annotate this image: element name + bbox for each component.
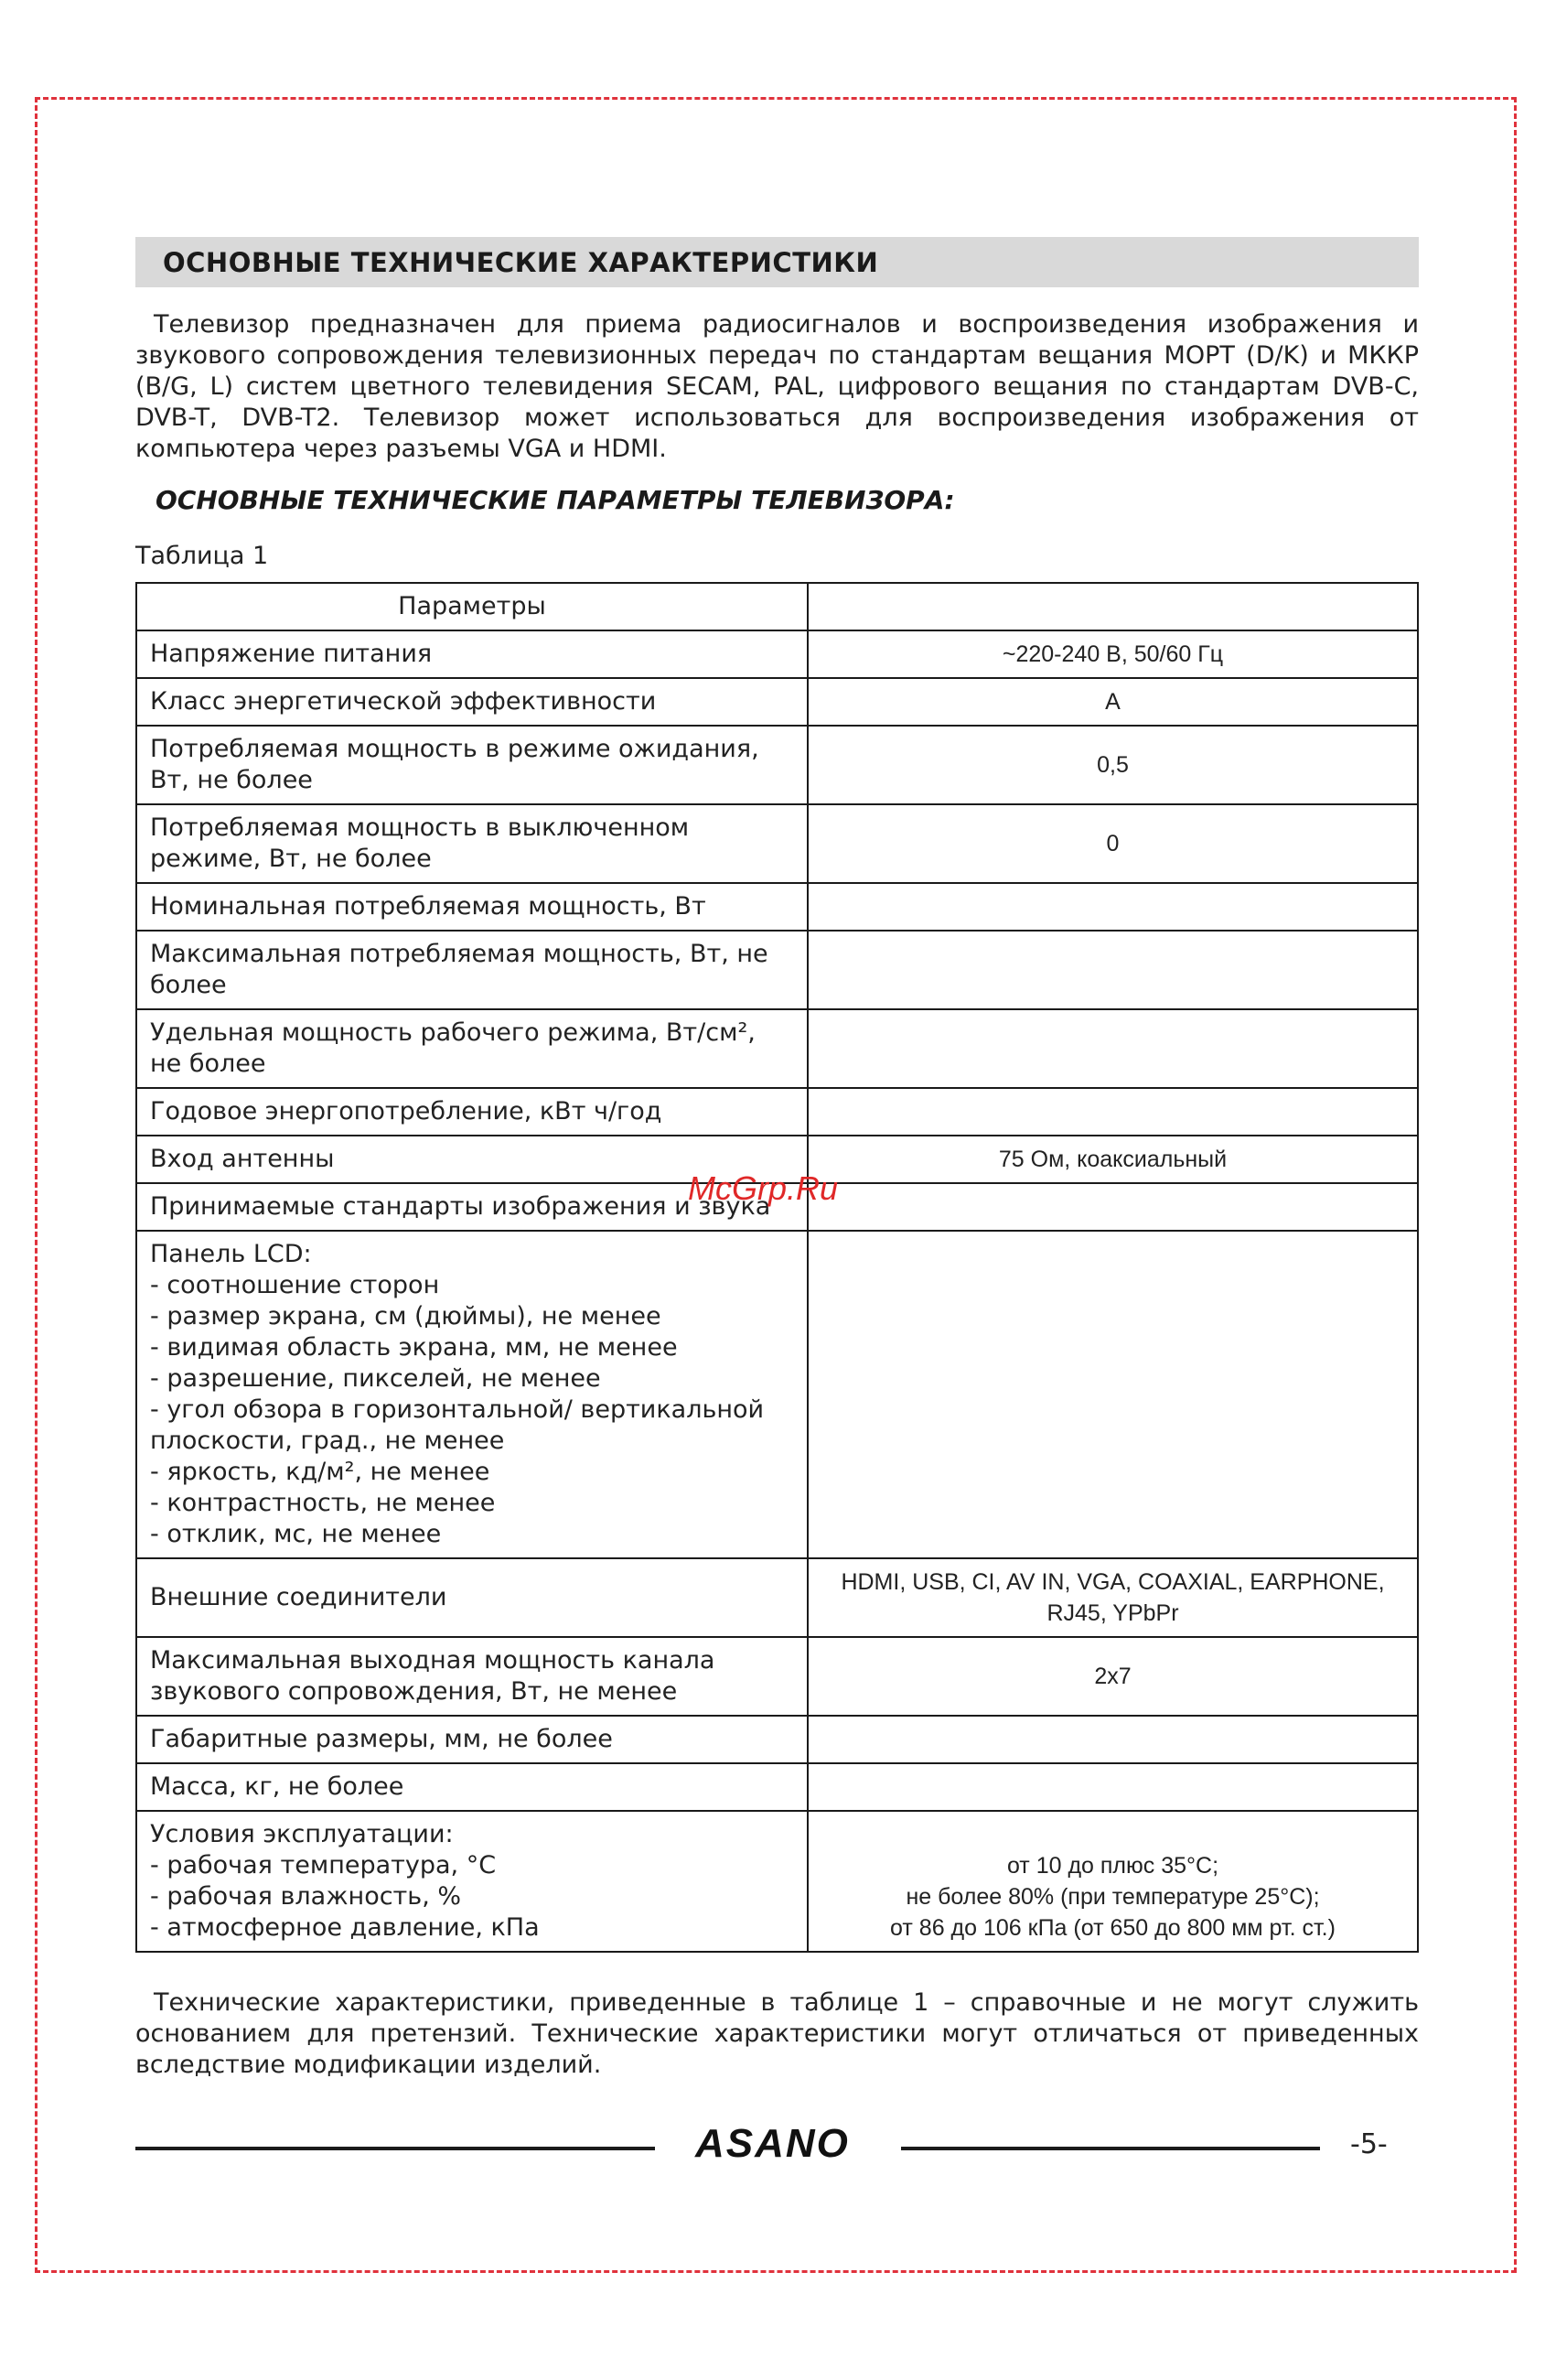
table-subheading: ОСНОВНЫЕ ТЕХНИЧЕСКИЕ ПАРАМЕТРЫ ТЕЛЕВИЗОРА: bbox=[156, 485, 955, 515]
param-line: - атмосферное давление, кПа bbox=[150, 1913, 540, 1942]
table-row bbox=[136, 678, 1418, 726]
table-row bbox=[136, 1637, 1418, 1716]
header-param-cell: Параметры bbox=[136, 583, 808, 630]
footer-divider-left bbox=[135, 2147, 655, 2150]
value-cell bbox=[808, 1009, 1418, 1088]
param-cell: Класс энергетической эффективности bbox=[136, 678, 808, 726]
param-cell: Потребляемая мощность в выключенном режиме, Вт, не более bbox=[136, 804, 808, 883]
header-value-cell bbox=[808, 583, 1418, 630]
param-line: - рабочая температура, °C bbox=[150, 1851, 497, 1879]
table-row bbox=[136, 630, 1418, 678]
value-cell bbox=[808, 1763, 1418, 1811]
value-line: от 10 до плюс 35°C; bbox=[1006, 1853, 1219, 1879]
param-cell: Принимаемые стандарты изображения и звука bbox=[136, 1183, 808, 1231]
footer-divider-right bbox=[901, 2147, 1320, 2150]
param-cell: Напряжение питания bbox=[136, 630, 808, 678]
param-cell: Годовое энергопотребление, кВт ч/год bbox=[136, 1088, 808, 1136]
value-cell bbox=[808, 883, 1418, 931]
param-line: - разрешение, пикселей, не менее bbox=[150, 1364, 601, 1393]
param-line: - рабочая влажность, % bbox=[150, 1882, 462, 1911]
value-cell: ~220-240 В, 50/60 Гц bbox=[808, 630, 1418, 678]
param-cell: Габаритные размеры, мм, не более bbox=[136, 1716, 808, 1763]
table-row bbox=[136, 804, 1418, 883]
value-cell bbox=[808, 1811, 1418, 1952]
param-cell: Вход антенны bbox=[136, 1136, 808, 1183]
param-cell: Масса, кг, не более bbox=[136, 1763, 808, 1811]
table-row bbox=[136, 1231, 1418, 1558]
footnote-paragraph: Технические характеристики, приведенные в таблице 1 – справочные и не могут служить основанием для претензий. Технические характеристики могут отличаться от приведенных вследствие модификации изделий. bbox=[135, 1988, 1419, 2079]
table-row bbox=[136, 1558, 1418, 1637]
param-line: - яркость, кд/м², не менее bbox=[150, 1458, 490, 1486]
section-title: ОСНОВНЫЕ ТЕХНИЧЕСКИЕ ХАРАКТЕРИСТИКИ bbox=[135, 237, 1419, 287]
table-row bbox=[136, 1716, 1418, 1763]
param-line: Условия эксплуатации: bbox=[150, 1820, 454, 1848]
value-cell: A bbox=[808, 678, 1418, 726]
param-cell: Удельная мощность рабочего режима, Вт/см², не более bbox=[136, 1009, 808, 1088]
param-line: - отклик, мс, не менее bbox=[150, 1520, 442, 1548]
spec-table bbox=[135, 582, 1419, 1953]
param-cell: Номинальная потребляемая мощность, Вт bbox=[136, 883, 808, 931]
brand-logo: ASANO bbox=[695, 2121, 850, 2166]
watermark: McGrp.Ru bbox=[688, 1169, 839, 1207]
value-cell: 0,5 bbox=[808, 726, 1418, 804]
table-caption: Таблица 1 bbox=[135, 542, 269, 570]
value-cell bbox=[808, 1231, 1418, 1558]
param-line: - видимая область экрана, мм, не менее bbox=[150, 1333, 678, 1362]
page-number: -5- bbox=[1350, 2128, 1388, 2160]
table-header-row bbox=[136, 583, 1418, 630]
param-line: - соотношение сторон bbox=[150, 1271, 440, 1299]
value-cell bbox=[808, 931, 1418, 1009]
param-cell: Потребляемая мощность в режиме ожидания, Вт, не более bbox=[136, 726, 808, 804]
value-cell: 75 Ом, коаксиальный bbox=[808, 1136, 1418, 1183]
param-line: - контрастность, не менее bbox=[150, 1489, 496, 1517]
value-cell: 0 bbox=[808, 804, 1418, 883]
table-row bbox=[136, 931, 1418, 1009]
value-cell: 2x7 bbox=[808, 1637, 1418, 1716]
param-cell: Максимальная выходная мощность канала звукового сопровождения, Вт, не менее bbox=[136, 1637, 808, 1716]
table-row bbox=[136, 1009, 1418, 1088]
intro-paragraph: Телевизор предназначен для приема радиосигналов и воспроизведения изображения и звукового сопровождения телевизионных передач по стандартам вещания МОРТ (D/K) и МККР (B/G, L) систем цветного телевидения SECAM, PAL, цифрового вещания по стандартам DVB-C, DVB-T, DVB-T2. Телевизор может использоваться для воспроизведения изображения от компьютера через разъемы VGA и HDMI. bbox=[135, 310, 1419, 463]
param-line: Панель LCD: bbox=[150, 1240, 312, 1268]
table-row bbox=[136, 726, 1418, 804]
param-cell bbox=[136, 1811, 808, 1952]
table-row bbox=[136, 1088, 1418, 1136]
param-cell: Максимальная потребляемая мощность, Вт, не более bbox=[136, 931, 808, 1009]
value-cell bbox=[808, 1716, 1418, 1763]
table-row bbox=[136, 1763, 1418, 1811]
param-line: - угол обзора в горизонтальной/ вертикальной плоскости, град., не менее bbox=[150, 1395, 765, 1455]
param-cell: Внешние соединители bbox=[136, 1558, 808, 1637]
table-row bbox=[136, 883, 1418, 931]
param-line: - размер экрана, см (дюймы), не менее bbox=[150, 1302, 661, 1330]
value-cell bbox=[808, 1183, 1418, 1231]
value-line: не более 80% (при температуре 25°C); bbox=[906, 1884, 1320, 1910]
value-cell bbox=[808, 1088, 1418, 1136]
value-line: от 86 до 106 кПа (от 650 до 800 мм рт. ст.) bbox=[890, 1915, 1336, 1941]
value-cell: HDMI, USB, CI, AV IN, VGA, COAXIAL, EARPHONE, RJ45, YPbPr bbox=[808, 1558, 1418, 1637]
table-row bbox=[136, 1811, 1418, 1952]
param-cell bbox=[136, 1231, 808, 1558]
